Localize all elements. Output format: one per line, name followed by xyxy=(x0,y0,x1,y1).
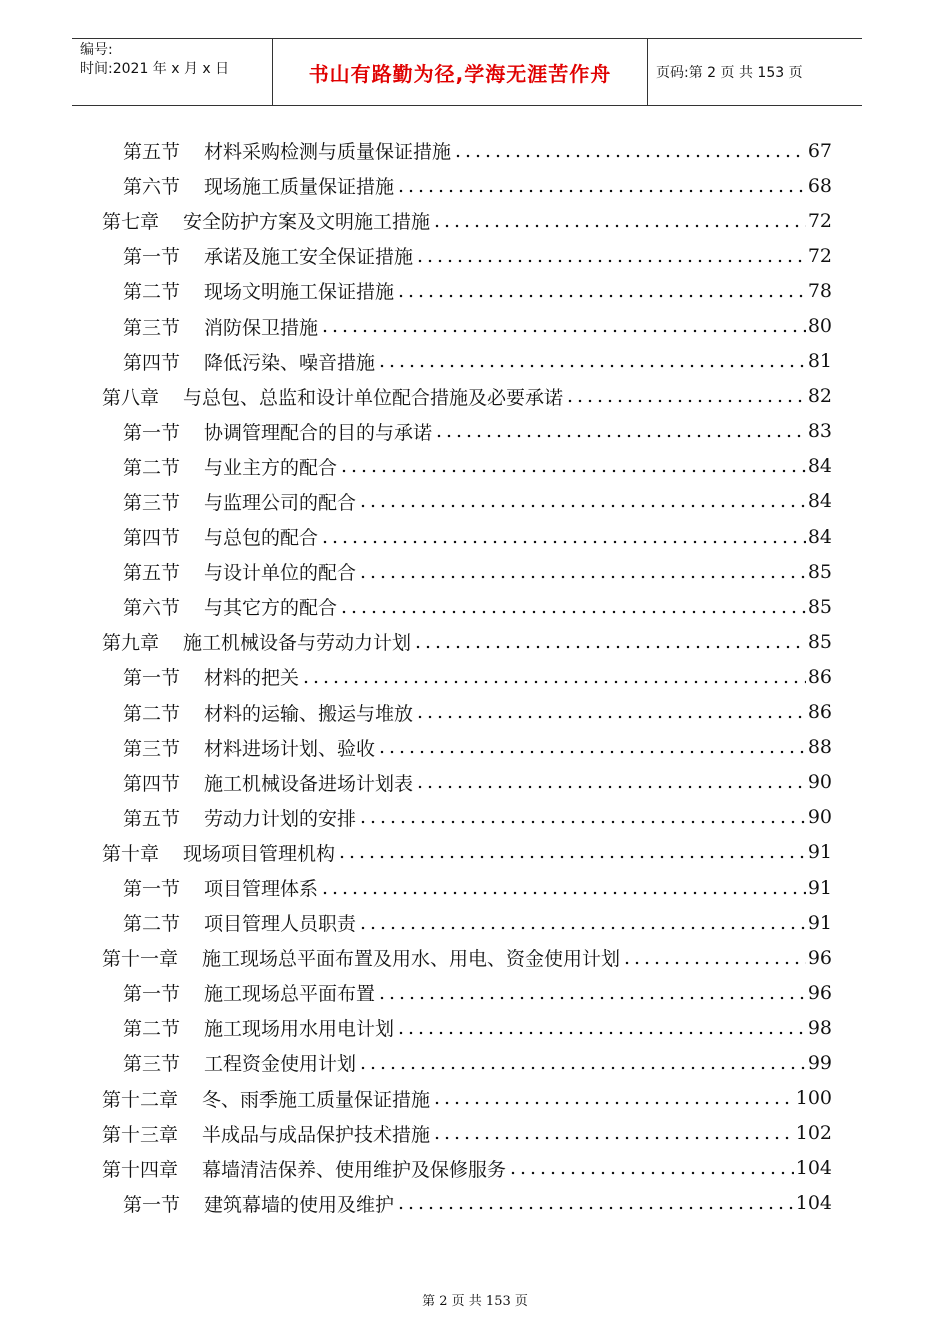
toc-dot-leader xyxy=(396,179,806,197)
toc-entry-title: 与设计单位的配合 xyxy=(204,562,357,585)
toc-entry-page: 91 xyxy=(807,911,832,934)
toc-dot-leader xyxy=(320,881,806,899)
toc-entry-number: 第一节 xyxy=(123,246,181,269)
toc-chapter-entry[interactable] xyxy=(102,940,832,975)
toc-entry-number: 第十三章 xyxy=(102,1123,179,1146)
toc-entry-number: 第一节 xyxy=(123,421,181,444)
toc-section-entry[interactable] xyxy=(102,308,832,343)
toc-entry-title: 协调管理配合的目的与承诺 xyxy=(204,421,433,444)
toc-entry-page: 72 xyxy=(807,244,832,267)
header-meta xyxy=(72,39,272,105)
toc-section-entry[interactable] xyxy=(102,905,832,940)
toc-entry-number: 第三节 xyxy=(123,737,181,760)
toc-dot-leader xyxy=(358,916,806,934)
toc-chapter-entry[interactable] xyxy=(102,835,832,870)
toc-dot-leader xyxy=(337,845,806,863)
toc-section-entry[interactable] xyxy=(102,238,832,273)
toc-entry-page: 78 xyxy=(807,279,832,302)
toc-entry-page: 80 xyxy=(807,315,832,338)
toc-dot-leader xyxy=(415,775,806,793)
toc-entry-page: 72 xyxy=(807,209,832,232)
toc-section-entry[interactable] xyxy=(102,344,832,379)
toc-entry-title: 与总包、总监和设计单位配合措施及必要承诺 xyxy=(183,386,564,409)
doc-number-label: 编号: xyxy=(80,42,113,58)
toc-entry-number: 第十章 xyxy=(102,842,160,865)
toc-entry-page: 67 xyxy=(807,139,832,162)
toc-entry-number: 第十一章 xyxy=(102,948,179,971)
toc-section-entry[interactable] xyxy=(102,1186,832,1221)
toc-section-entry[interactable] xyxy=(102,554,832,589)
toc-entry-page: 88 xyxy=(807,736,832,759)
toc-entry-number: 第一节 xyxy=(123,667,181,690)
toc-entry-title: 建筑幕墙的使用及维护 xyxy=(204,1193,395,1216)
toc-entry-page: 85 xyxy=(807,595,832,618)
toc-entry-title: 材料采购检测与质量保证措施 xyxy=(204,141,452,164)
toc-entry-title: 材料的把关 xyxy=(204,667,300,690)
toc-entry-title: 工程资金使用计划 xyxy=(204,1053,357,1076)
toc-entry-page: 68 xyxy=(807,174,832,197)
toc-entry-title: 与业主方的配合 xyxy=(204,456,338,479)
toc-entry-page: 86 xyxy=(807,701,832,724)
toc-chapter-entry[interactable] xyxy=(102,1151,832,1186)
toc-entry-number: 第十二章 xyxy=(102,1088,179,1111)
toc-section-entry[interactable] xyxy=(102,800,832,835)
toc-chapter-entry[interactable] xyxy=(102,203,832,238)
toc-dot-leader xyxy=(508,1161,794,1179)
toc-entry-title: 材料进场计划、验收 xyxy=(204,737,376,760)
toc-entry-number: 第一节 xyxy=(123,878,181,901)
page-header xyxy=(72,38,862,106)
table-of-contents xyxy=(102,133,832,1221)
toc-entry-page: 90 xyxy=(807,806,832,829)
header-motto: 书山有路勤为径,学海无涯苦作舟 xyxy=(272,39,648,105)
toc-entry-page: 84 xyxy=(807,455,832,478)
toc-section-entry[interactable] xyxy=(102,519,832,554)
toc-dot-leader xyxy=(358,1056,806,1074)
toc-entry-title: 施工现场总平面布置及用水、用电、资金使用计划 xyxy=(202,948,621,971)
toc-chapter-entry[interactable] xyxy=(102,379,832,414)
toc-entry-number: 第二节 xyxy=(123,456,181,479)
toc-dot-leader xyxy=(358,494,806,512)
toc-entry-number: 第四节 xyxy=(123,527,181,550)
toc-entry-title: 冬、雨季施工质量保证措施 xyxy=(202,1088,431,1111)
toc-entry-number: 第三节 xyxy=(123,316,181,339)
toc-entry-page: 82 xyxy=(807,385,832,408)
toc-entry-page: 91 xyxy=(807,841,832,864)
toc-section-entry[interactable] xyxy=(102,975,832,1010)
toc-dot-leader xyxy=(432,214,806,232)
toc-entry-title: 降低污染、噪音措施 xyxy=(204,351,376,374)
toc-entry-number: 第六节 xyxy=(123,176,181,199)
toc-entry-page: 96 xyxy=(807,981,832,1004)
toc-dot-leader xyxy=(396,1196,794,1214)
toc-entry-page: 86 xyxy=(807,665,832,688)
toc-section-entry[interactable] xyxy=(102,765,832,800)
page-footer: 第 2 页 共 153 页 xyxy=(422,1294,528,1309)
toc-chapter-entry[interactable] xyxy=(102,1081,832,1116)
toc-entry-title: 现场项目管理机构 xyxy=(183,842,336,865)
toc-entry-title: 材料的运输、搬运与堆放 xyxy=(204,702,414,725)
toc-entry-page: 102 xyxy=(795,1122,832,1145)
toc-entry-page: 98 xyxy=(807,1016,832,1039)
toc-dot-leader xyxy=(339,600,806,618)
toc-entry-number: 第六节 xyxy=(123,597,181,620)
toc-entry-number: 第十四章 xyxy=(102,1158,179,1181)
toc-entry-title: 劳动力计划的安排 xyxy=(204,807,357,830)
header-page-label: 页码:第 2 页 共 153 页 xyxy=(656,65,803,81)
toc-section-entry[interactable] xyxy=(102,273,832,308)
toc-entry-number: 第二节 xyxy=(123,281,181,304)
toc-entry-page: 99 xyxy=(807,1051,832,1074)
toc-section-entry[interactable] xyxy=(102,870,832,905)
toc-entry-title: 现场文明施工保证措施 xyxy=(204,281,395,304)
toc-entry-page: 83 xyxy=(807,420,832,443)
toc-entry-title: 承诺及施工安全保证措施 xyxy=(204,246,414,269)
toc-dot-leader xyxy=(432,1126,794,1144)
toc-entry-number: 第二节 xyxy=(123,702,181,725)
toc-section-entry[interactable] xyxy=(102,589,832,624)
toc-entry-page: 85 xyxy=(807,630,832,653)
toc-entry-title: 现场施工质量保证措施 xyxy=(204,176,395,199)
toc-dot-leader xyxy=(622,951,806,969)
toc-entry-number: 第三节 xyxy=(123,1053,181,1076)
toc-entry-number: 第一节 xyxy=(123,983,181,1006)
toc-dot-leader xyxy=(377,986,806,1004)
toc-entry-number: 第五节 xyxy=(123,807,181,830)
toc-entry-title: 与监理公司的配合 xyxy=(204,491,357,514)
toc-dot-leader xyxy=(301,670,806,688)
toc-entry-title: 施工机械设备与劳动力计划 xyxy=(183,632,412,655)
toc-dot-leader xyxy=(396,1021,806,1039)
toc-entry-number: 第二节 xyxy=(123,1018,181,1041)
toc-dot-leader xyxy=(320,319,806,337)
toc-entry-title: 施工现场用水用电计划 xyxy=(204,1018,395,1041)
toc-dot-leader xyxy=(415,249,806,267)
toc-dot-leader xyxy=(358,565,806,583)
toc-entry-number: 第四节 xyxy=(123,351,181,374)
toc-section-entry[interactable] xyxy=(102,168,832,203)
toc-section-entry[interactable] xyxy=(102,695,832,730)
toc-entry-title: 项目管理体系 xyxy=(204,878,319,901)
toc-entry-title: 消防保卫措施 xyxy=(204,316,319,339)
toc-chapter-entry[interactable] xyxy=(102,624,832,659)
toc-entry-title: 与总包的配合 xyxy=(204,527,319,550)
toc-entry-title: 施工机械设备进场计划表 xyxy=(204,772,414,795)
toc-entry-number: 第八章 xyxy=(102,386,160,409)
toc-entry-number: 第五节 xyxy=(123,562,181,585)
toc-entry-number: 第四节 xyxy=(123,772,181,795)
toc-entry-title: 项目管理人员职责 xyxy=(204,913,357,936)
toc-dot-leader xyxy=(377,740,806,758)
toc-entry-number: 第三节 xyxy=(123,491,181,514)
toc-entry-title: 施工现场总平面布置 xyxy=(204,983,376,1006)
toc-entry-page: 104 xyxy=(795,1192,832,1215)
toc-dot-leader xyxy=(565,389,806,407)
toc-section-entry[interactable] xyxy=(102,484,832,519)
toc-entry-title: 半成品与成品保护技术措施 xyxy=(202,1123,431,1146)
toc-entry-number: 第二节 xyxy=(123,913,181,936)
toc-entry-number: 第七章 xyxy=(102,211,160,234)
toc-dot-leader xyxy=(432,1091,794,1109)
toc-section-entry[interactable] xyxy=(102,1045,832,1080)
toc-section-entry[interactable] xyxy=(102,133,832,168)
toc-entry-title: 安全防护方案及文明施工措施 xyxy=(183,211,431,234)
toc-dot-leader xyxy=(434,424,806,442)
toc-entry-page: 104 xyxy=(795,1157,832,1180)
toc-dot-leader xyxy=(453,144,806,162)
toc-entry-page: 100 xyxy=(795,1087,832,1110)
toc-dot-leader xyxy=(413,635,806,653)
toc-dot-leader xyxy=(377,354,806,372)
toc-section-entry[interactable] xyxy=(102,414,832,449)
toc-dot-leader xyxy=(339,459,806,477)
toc-entry-page: 90 xyxy=(807,771,832,794)
toc-entry-page: 91 xyxy=(807,876,832,899)
toc-entry-title: 幕墙清洁保养、使用维护及保修服务 xyxy=(202,1158,507,1181)
toc-section-entry[interactable] xyxy=(102,730,832,765)
toc-dot-leader xyxy=(358,810,806,828)
toc-entry-page: 85 xyxy=(807,560,832,583)
toc-entry-page: 96 xyxy=(807,946,832,969)
toc-dot-leader xyxy=(396,284,806,302)
toc-entry-number: 第一节 xyxy=(123,1193,181,1216)
toc-section-entry[interactable] xyxy=(102,1010,832,1045)
toc-section-entry[interactable] xyxy=(102,659,832,694)
toc-entry-number: 第五节 xyxy=(123,141,181,164)
toc-entry-page: 84 xyxy=(807,525,832,548)
toc-dot-leader xyxy=(320,530,806,548)
toc-entry-title: 与其它方的配合 xyxy=(204,597,338,620)
toc-entry-page: 84 xyxy=(807,490,832,513)
time-label: 时间:2021 年 x 月 x 日 xyxy=(80,61,230,77)
toc-entry-page: 81 xyxy=(807,350,832,373)
toc-section-entry[interactable] xyxy=(102,449,832,484)
toc-dot-leader xyxy=(415,705,806,723)
toc-chapter-entry[interactable] xyxy=(102,1116,832,1151)
toc-entry-number: 第九章 xyxy=(102,632,160,655)
